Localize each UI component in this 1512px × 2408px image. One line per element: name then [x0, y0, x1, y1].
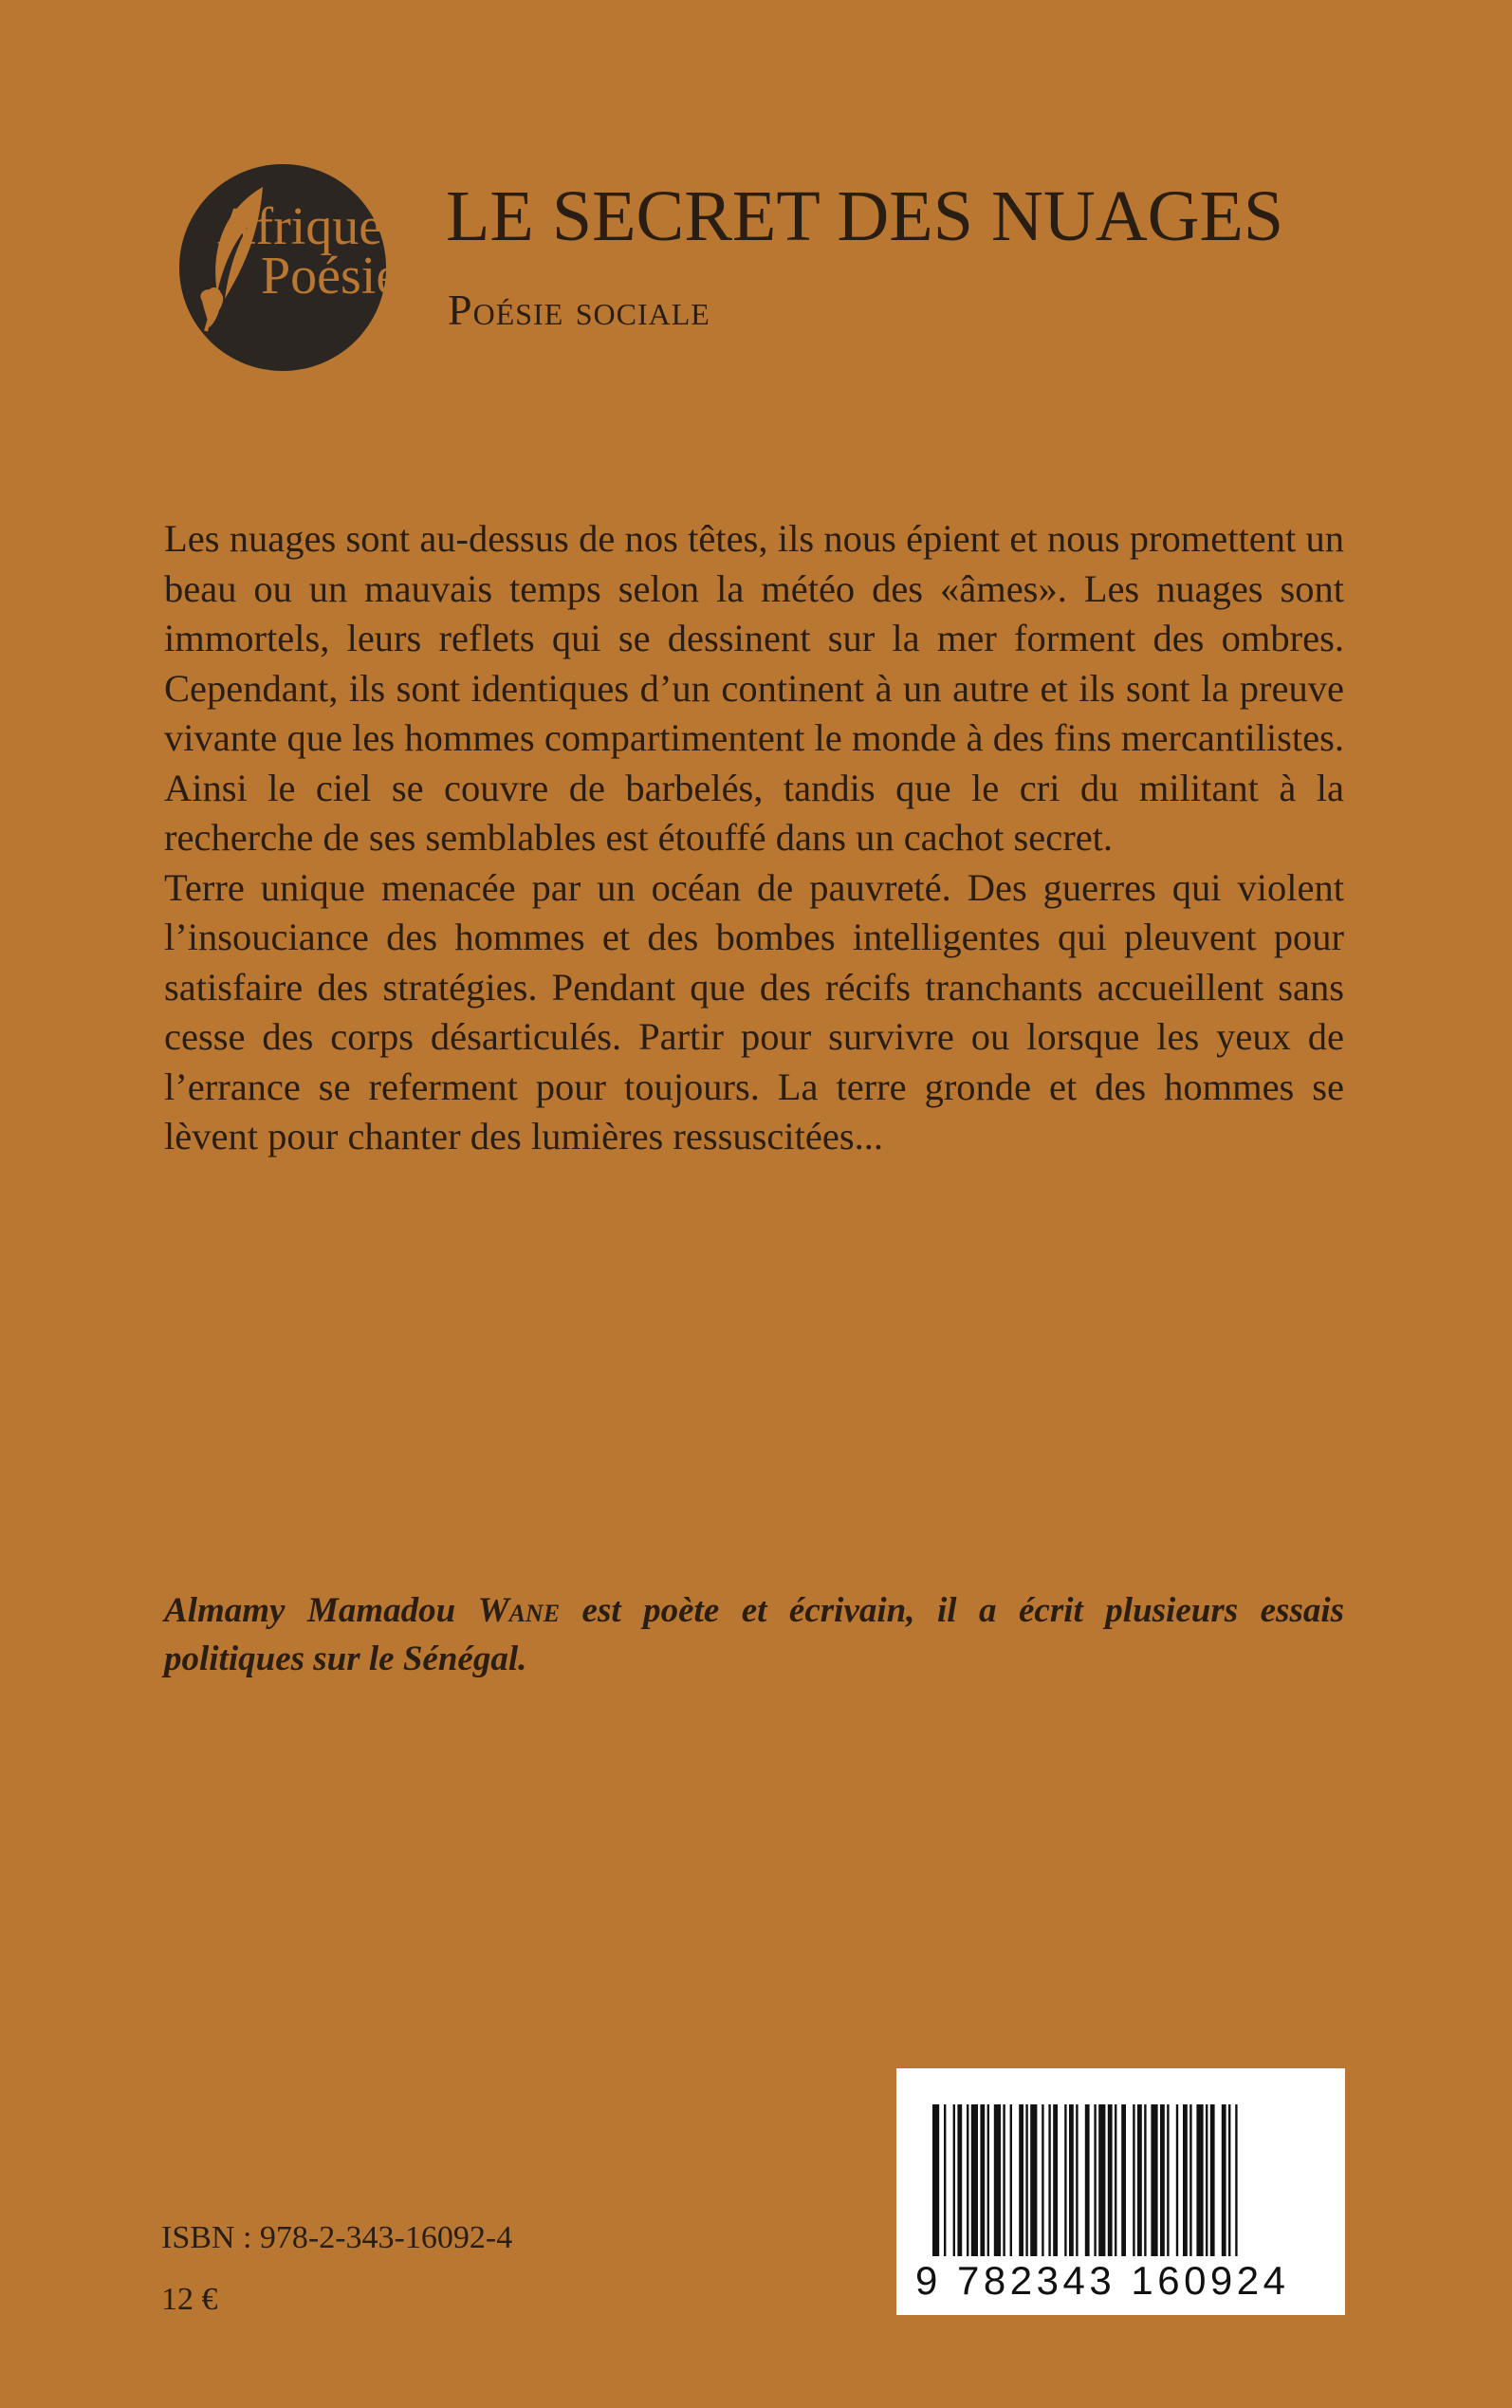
barcode-bar	[1019, 2104, 1023, 2256]
barcode-bar	[1151, 2104, 1157, 2256]
author-name: Almamy Mamadou	[164, 1591, 456, 1630]
barcode-bar	[1137, 2104, 1142, 2256]
price-text: 12 €	[161, 2282, 218, 2317]
blurb-paragraph-2: Terre unique menacée par un océan de pauvreté. Des guerres qui violent l’insouciance des hommes et des bombes intelligentes qui pleuvent pour satisfaire des stratégies. Pendant que des récifs tranchants accueillent sans cesse des corps désarticulés. Partir pour survivre ou lorsque les yeux de l’errance se referment pour toujours. La terre gronde et des hommes se lèvent pour chanter des lumières ressuscitées...	[164, 865, 1344, 1158]
barcode-bar	[1167, 2104, 1169, 2256]
barcode-bar	[1222, 2104, 1226, 2256]
publisher-logo	[179, 164, 400, 371]
barcode-bar	[1098, 2104, 1105, 2256]
barcode-bar	[1025, 2104, 1027, 2256]
book-title: LE SECRET DES NUAGES	[446, 176, 1284, 256]
barcode-bar	[1042, 2104, 1043, 2256]
barcode-bar	[1144, 2104, 1146, 2256]
blurb-paragraph-1: Les nuages sont au-dessus de nos têtes, ils nous épient et nous promettent un beau ou un mauvais temps selon la météo des «âmes». Les nuages sont immortels, leurs reflets qui se dessinent sur la mer forment des ombres. Cependant, ils sont identiques d’un continent à un autre et ils sont la preuve vivante que les hommes compartimentent le monde à des fins mercantilistes. Ainsi le ciel se couvre de barbelés, tandis que le cri du militant à la recherche de ses semblables est étouffé dans un cachot secret.	[164, 517, 1344, 859]
barcode-bar	[987, 2104, 989, 2256]
barcode-bar	[1030, 2104, 1037, 2256]
author-bio-text: est poète et écrivain, il a écrit plusieurs essais politiques sur le Sénégal.	[164, 1591, 1345, 1678]
isbn-text: ISBN : 978-2-343-16092-4	[161, 2220, 513, 2255]
barcode-bar	[980, 2104, 985, 2256]
barcode-bar	[1010, 2104, 1012, 2256]
barcode-bar	[1048, 2104, 1050, 2256]
logo-line-poesie: Poésie	[261, 247, 400, 306]
barcode-bar	[953, 2104, 955, 2256]
barcode-bar	[1183, 2104, 1188, 2256]
back-cover-blurb	[164, 514, 1344, 1162]
barcode-bar	[1064, 2104, 1066, 2256]
barcode-bar	[1085, 2104, 1090, 2256]
barcode-bar	[1053, 2104, 1058, 2256]
barcode-bar	[971, 2104, 978, 2256]
barcode-bar	[1176, 2104, 1178, 2256]
barcode-digits: 9 782343 160924	[915, 2258, 1290, 2303]
barcode-bar	[932, 2104, 939, 2256]
barcode-bar	[1210, 2104, 1215, 2256]
barcode-bar	[967, 2104, 968, 2256]
barcode-bar	[1108, 2104, 1113, 2256]
barcode-bar	[1003, 2104, 1005, 2256]
barcode-bar	[957, 2104, 962, 2256]
barcode-bar	[1076, 2104, 1078, 2256]
barcode-bar	[944, 2104, 946, 2256]
barcode-bar	[1133, 2104, 1134, 2256]
barcode-bar	[1069, 2104, 1074, 2256]
barcode	[896, 2068, 1345, 2315]
logo-line-afrique: Afrique	[217, 197, 383, 256]
barcode-bar	[1206, 2104, 1208, 2256]
author-surname: Wane	[477, 1591, 561, 1630]
barcode-bar	[1196, 2104, 1203, 2256]
barcode-bar	[1235, 2104, 1237, 2256]
barcode-bar	[1160, 2104, 1165, 2256]
barcode-bar	[1189, 2104, 1191, 2256]
barcode-bar	[994, 2104, 1001, 2256]
barcode-bar	[1228, 2104, 1230, 2256]
barcode-bar	[1121, 2104, 1126, 2256]
barcode-bar	[1115, 2104, 1116, 2256]
barcode-bar	[1094, 2104, 1096, 2256]
barcode-bars	[932, 2104, 1312, 2256]
author-bio	[164, 1586, 1344, 1683]
book-subtitle: Poésie sociale	[448, 286, 710, 334]
